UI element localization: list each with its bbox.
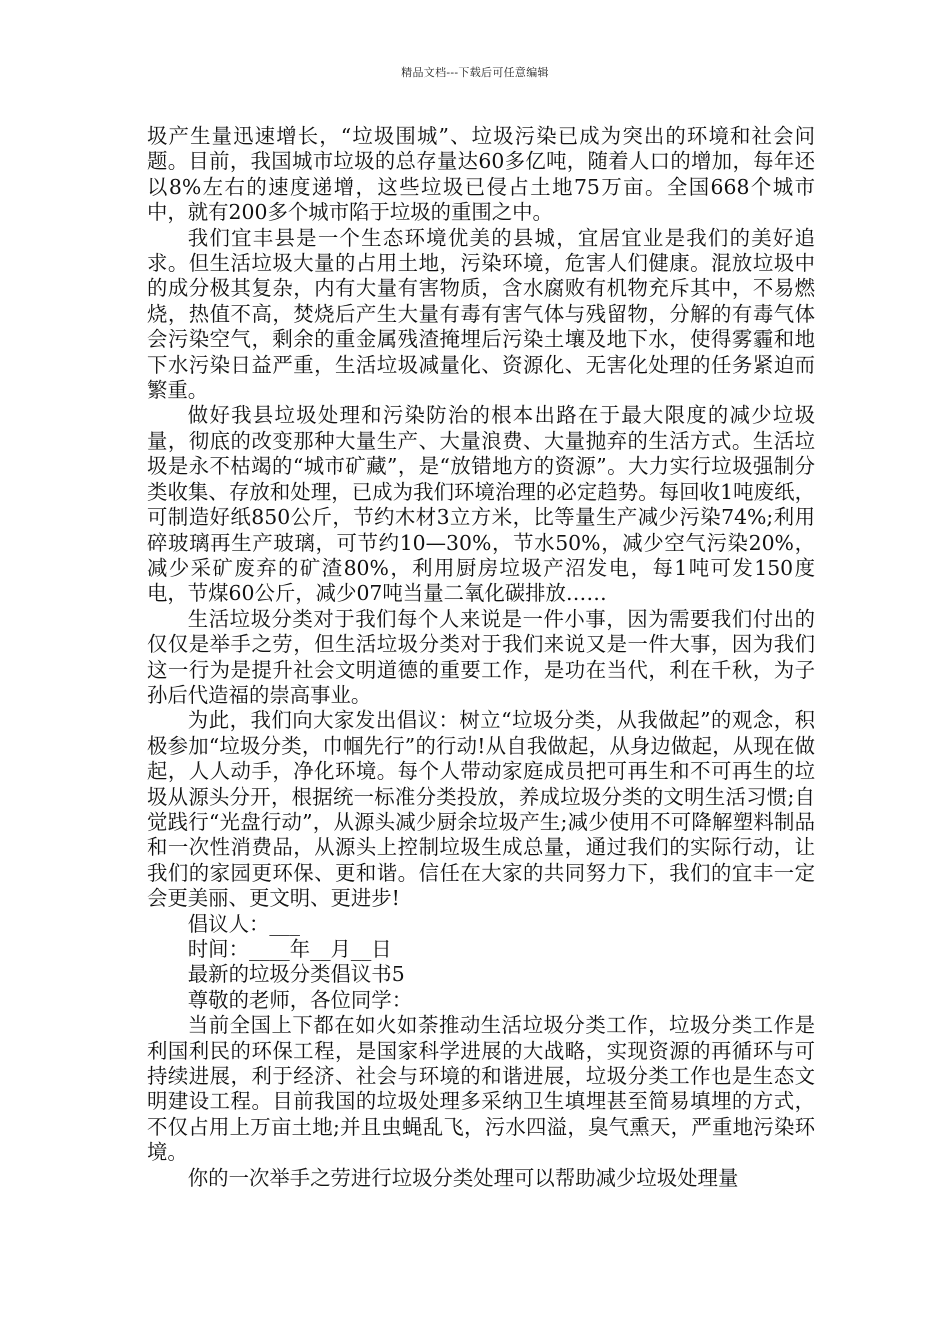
paragraph: 你的一次举手之劳进行垃圾分类处理可以帮助减少垃圾处理量 xyxy=(187,1165,739,1190)
paragraph: 当前全国上下都在如火如荼推动生活垃圾分类工作，垃圾分类工作是利国利民的环保工程，是国家科学进展的大战略，实现资源的再循环与可持续进展，利于经济、社会与环境的和谐进展，垃圾分类工作也是生态文明建设工程。目前我国的垃圾处理多采纳卫生填埋甚至简易填埋的方式，不仅占用上万亩土地;并且虫蝇乱飞，污水四溢，臭气熏天，严重地污染环境。 xyxy=(147,1013,815,1165)
page-header: 精品文档---下载后可任意编辑 xyxy=(401,66,549,79)
paragraph-continuation: 圾产生量迅速增长，“垃圾围城”、垃圾污染已成为突出的环境和社会问题。目前，我国城市垃圾的总存量达60多亿吨，随着人口的增加，每年还以8%左右的速度递增，这些垃圾已侵占土地75万亩。全国668个城市中，就有200多个城市陷于垃圾的重围之中。 xyxy=(147,124,815,225)
paragraph: 做好我县垃圾处理和污染防治的根本出路在于最大限度的减少垃圾量，彻底的改变那种大量生产、大量浪费、大量抛弃的生活方式。生活垃圾是永不枯竭的“城市矿藏”，是“放错地方的资源”。大力实行垃圾强制分类收集、存放和处理，已成为我们环境治理的必定趋势。每回收1吨废纸，可制造好纸850公斤，节约木材3立方米，比等量生产减少污染74%;利用碎玻璃再生产玻璃，可节约10—30%，节水50%，减少空气污染20%，减少采矿废弃的矿渣80%，利用厨房垃圾产沼发电，每1吨可发150度电，节煤60公斤，减少07吨当量二氧化碳排放…… xyxy=(147,403,815,606)
salutation: 尊敬的老师，各位同学： xyxy=(187,987,413,1012)
signature-line: 倡议人：___ xyxy=(187,911,300,936)
paragraph: 我们宜丰县是一个生态环境优美的县城，宜居宜业是我们的美好追求。但生活垃圾大量的占用土地，污染环境，危害人们健康。混放垃圾中的成分极其复杂，内有大量有害物质，含水腐败有机物充斥其中，不易燃烧，热值不高，焚烧后产生大量有毒有害气体与残留物，分解的有毒气体会污染空气，剩余的重金属残渣掩埋后污染土壤及地下水，使得雾霾和地下水污染日益严重，生活垃圾减量化、资源化、无害化处理的任务紧迫而繁重。 xyxy=(147,225,815,403)
document-body xyxy=(147,124,815,1191)
section-title: 最新的垃圾分类倡议书5 xyxy=(187,962,405,987)
date-line: 时间：____年__月__日 xyxy=(187,937,392,961)
paragraph: 为此，我们向大家发出倡议：树立“垃圾分类，从我做起”的观念，积极参加“垃圾分类，巾帼先行”的行动!从自我做起，从身边做起，从现在做起，人人动手，净化环境。每个人带动家庭成员把可再生和不可再生的垃圾从源头分开，根据统一标准分类投放，养成垃圾分类的文明生活习惯;自觉践行“光盘行动”，从源头减少厨余垃圾产生;减少使用不可降解塑料制品和一次性消费品，从源头上控制垃圾生成总量，通过我们的实际行动，让我们的家园更环保、更和谐。信任在大家的共同努力下，我们的宜丰一定会更美丽、更文明、更进步! xyxy=(147,708,815,911)
paragraph: 生活垃圾分类对于我们每个人来说是一件小事，因为需要我们付出的仅仅是举手之劳，但生活垃圾分类对于我们来说又是一件大事，因为我们这一行为是提升社会文明道德的重要工作，是功在当代，利在千秋，为子孙后代造福的崇高事业。 xyxy=(147,606,815,707)
